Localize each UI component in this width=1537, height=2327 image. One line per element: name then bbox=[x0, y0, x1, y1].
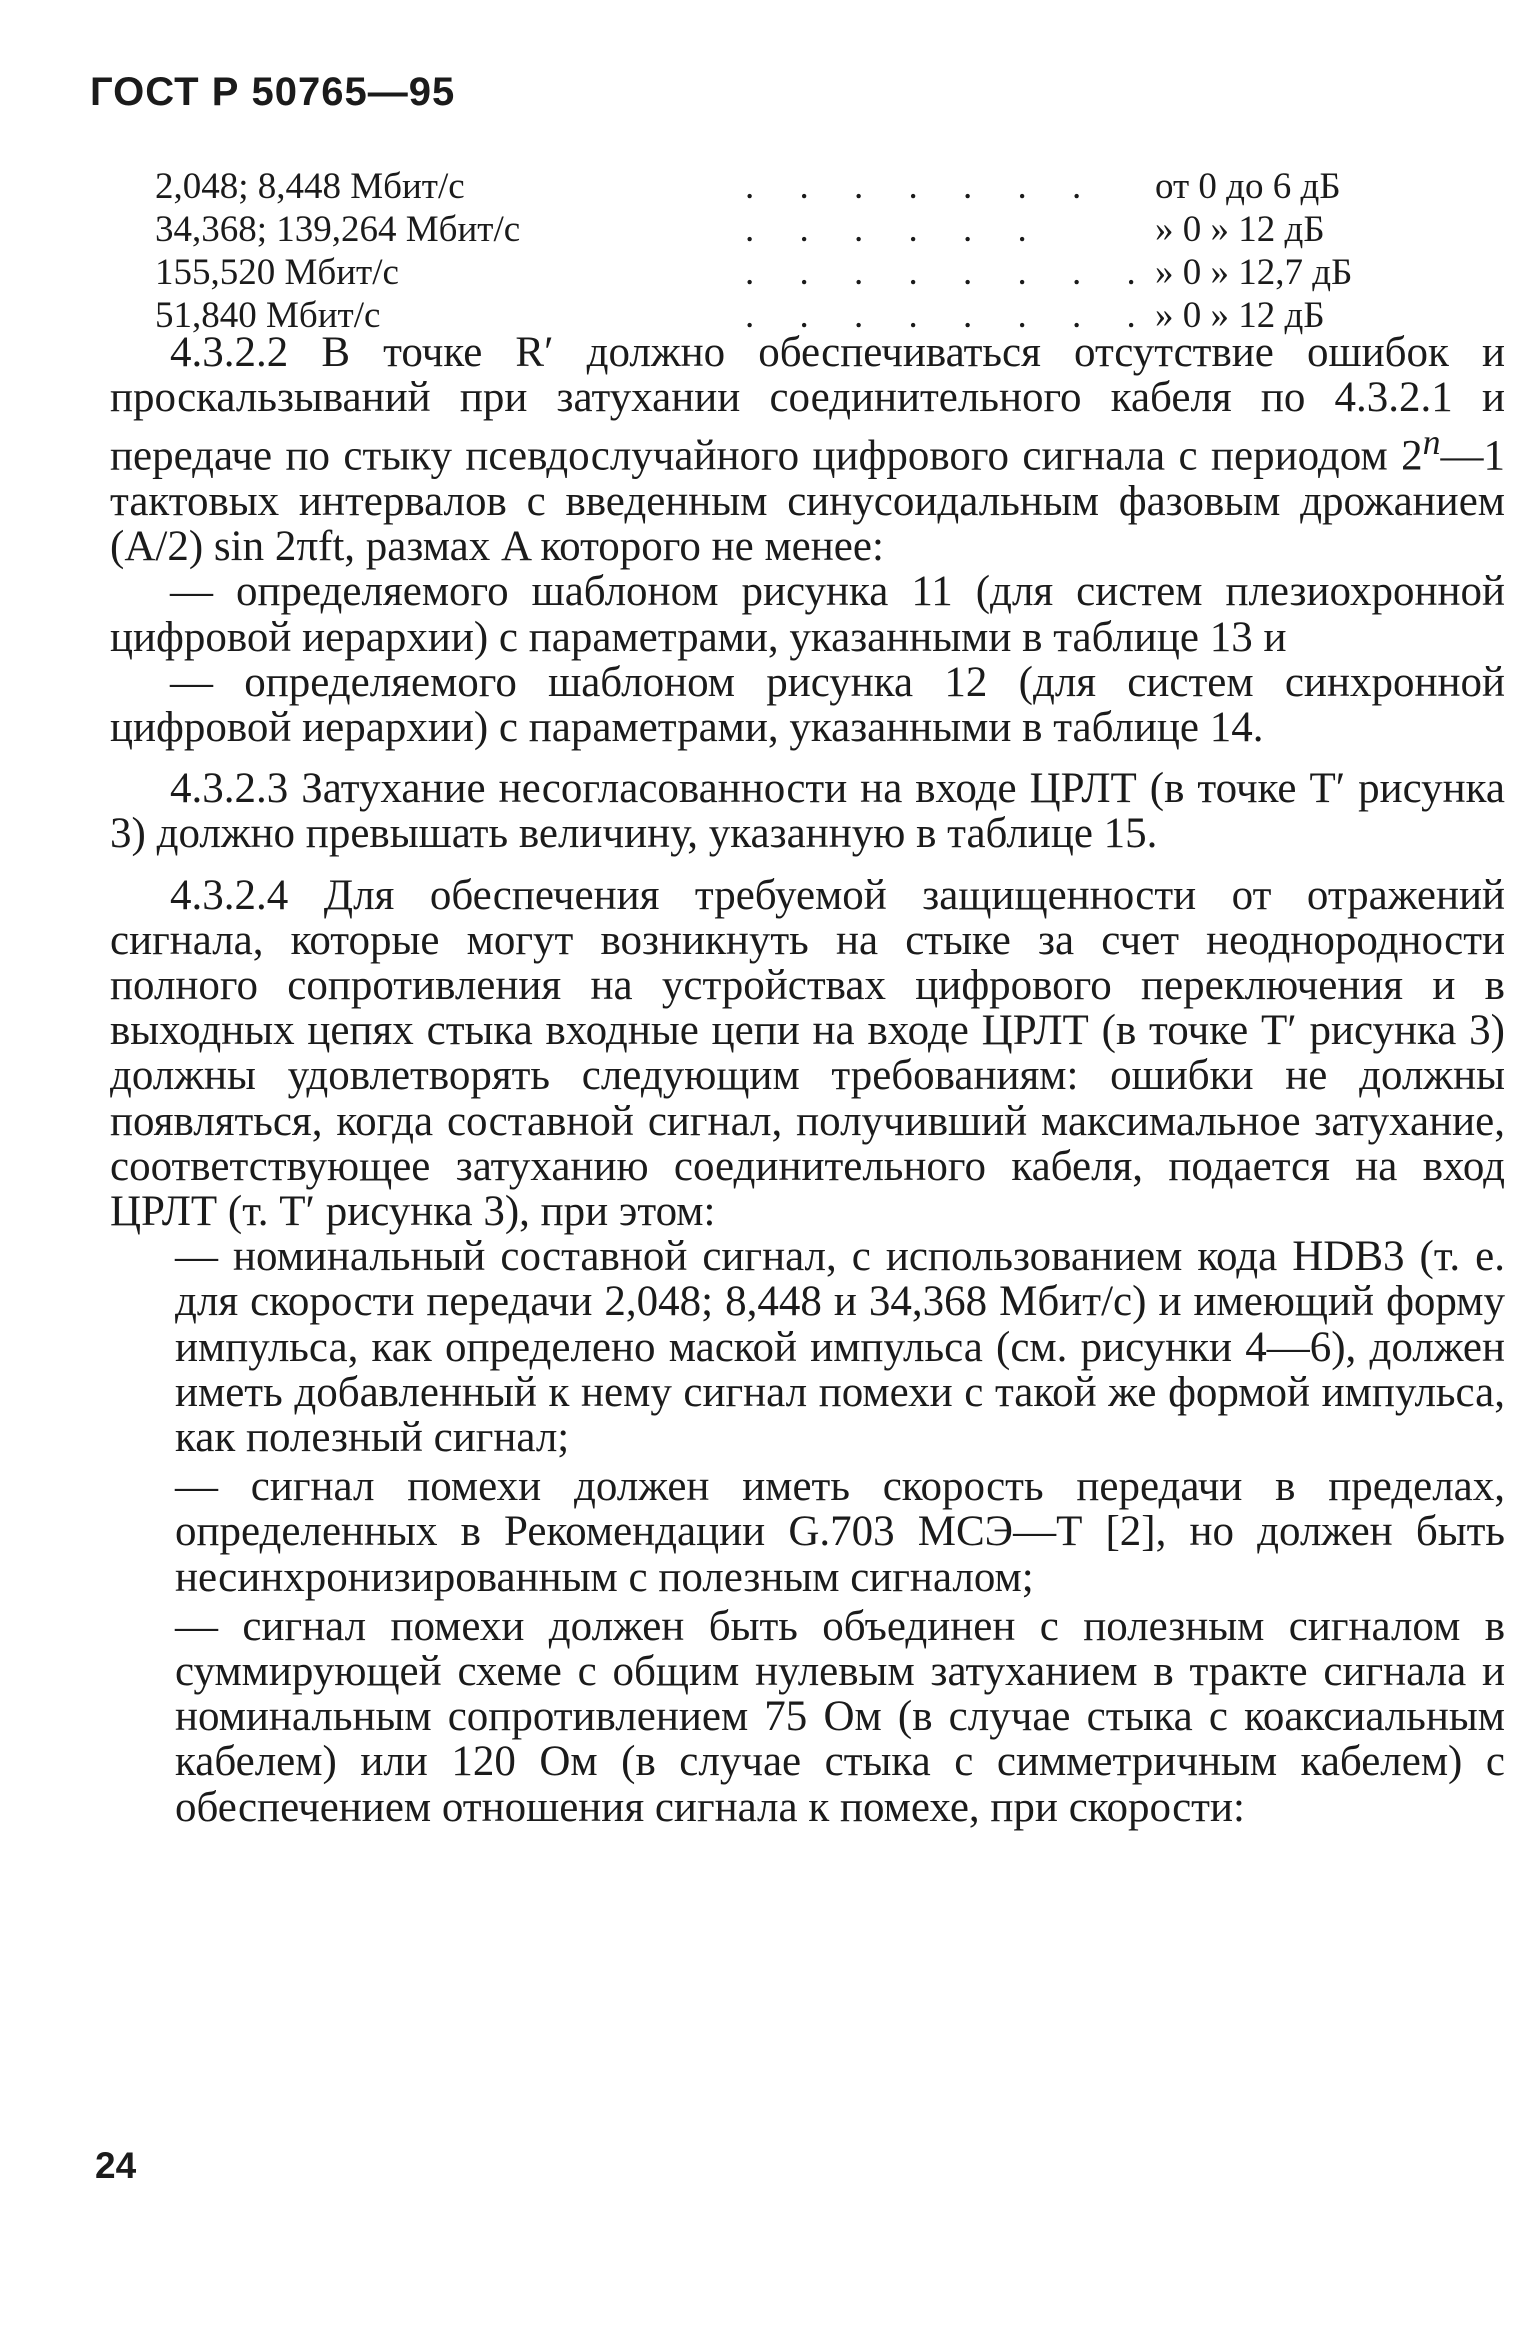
exponent: n bbox=[1422, 422, 1441, 463]
rate-row bbox=[155, 165, 1341, 208]
list-item: — номинальный составной сигнал, с использованием кода HDB3 (т. е. для скорости передачи 2,048; 8,448 и 34,368 Мбит/с) и имеющий форму импульса, как определено маской импульса (см. рисунки 4—6), должен иметь добавленный к нему сигнал помехи с такой же формой импульса, как полезный сигнал; bbox=[175, 1233, 1505, 1461]
list-item: — сигнал помехи должен иметь скорость передачи в пределах, определенных в Рекомендации G.703 МСЭ—Т [2], но должен быть несинхронизированным с полезным сигналом; bbox=[175, 1463, 1505, 1601]
paragraph-4-3-2-3: 4.3.2.3 Затухание несогласованности на входе ЦРЛТ (в точке T′ рисунка 3) должно превышать величину, указанную в таблице 15. bbox=[110, 765, 1505, 858]
page-number: 24 bbox=[95, 2145, 137, 2186]
rate-row bbox=[155, 208, 1335, 251]
body-text bbox=[110, 330, 1505, 1830]
list-item: — сигнал помехи должен быть объединен с полезным сигналом в суммирующей схеме с общим нулевым затуханием в тракте сигнала и номинальным сопротивлением 75 Ом (в случае стыка с коаксиальным кабелем) или 120 Ом (в случае стыка с симметричным кабелем) с обеспечением отношения сигнала к помехе, при скорости: bbox=[175, 1602, 1505, 1831]
rate-attenuation-list bbox=[155, 165, 1353, 337]
list-item: — определяемого шаблоном рисунка 11 (для систем плезиохронной цифровой иерархии) с параметрами, указанными в таблице 13 и bbox=[110, 568, 1505, 661]
attenuation-range: от 0 до 6 дБ bbox=[1155, 166, 1341, 207]
attenuation-range: » 0 » 12 дБ bbox=[1155, 209, 1325, 250]
attenuation-range: » 0 » 12 дБ bbox=[1155, 295, 1325, 336]
paragraph-lead: 4.3.2.2 В точке R′ должно обеспечиваться отсутствие ошибок и проскальзываний при затухании соединительного кабеля по 4.3.2.1 и передаче по стыку псевдослучайного цифрового сигнала с периодом 2 bbox=[110, 329, 1505, 480]
paragraph-4-3-2-4: 4.3.2.4 Для обеспечения требуемой защищенности от отражений сигнала, которые могут возникнуть на стыке за счет неоднородности полного сопротивления на устройствах цифрового переключения и в выходных цепях стыка входные цепи на входе ЦРЛТ (в точке T′ рисунка 3) должны удовлетворять следующим требованиям: ошибки не должны появляться, когда составной сигнал, получивший максимальное затухание, соответствующее затуханию соединительного кабеля, подается на вход ЦРЛТ (т. T′ рисунка 3), при этом: bbox=[110, 871, 1505, 1235]
leader-dots: . . . . . . . . bbox=[745, 252, 1154, 293]
attenuation-range: » 0 » 12,7 дБ bbox=[1155, 252, 1353, 293]
leader-dots: . . . . . . . . bbox=[745, 295, 1154, 336]
paragraph-4-3-2-2 bbox=[110, 330, 1505, 569]
paragraph-rest: —1 тактовых интервалов с введенным синусоидальным фазовым дрожанием (A/2) sin 2πft, размах A которого не менее: bbox=[110, 432, 1505, 571]
list-item: — определяемого шаблоном рисунка 12 (для систем синхронной цифровой иерархии) с параметрами, указанными в таблице 14. bbox=[110, 658, 1505, 751]
document-header: ГОСТ Р 50765—95 bbox=[90, 70, 456, 114]
rate-label: 2,048; 8,448 Мбит/с bbox=[155, 166, 465, 207]
rate-row bbox=[155, 251, 1353, 294]
leader-dots: . . . . . . bbox=[745, 209, 1045, 250]
rate-label: 51,840 Мбит/с bbox=[155, 295, 381, 336]
leader-dots: . . . . . . . bbox=[745, 166, 1100, 207]
rate-label: 155,520 Мбит/с bbox=[155, 252, 399, 293]
rate-label: 34,368; 139,264 Мбит/с bbox=[155, 209, 521, 250]
